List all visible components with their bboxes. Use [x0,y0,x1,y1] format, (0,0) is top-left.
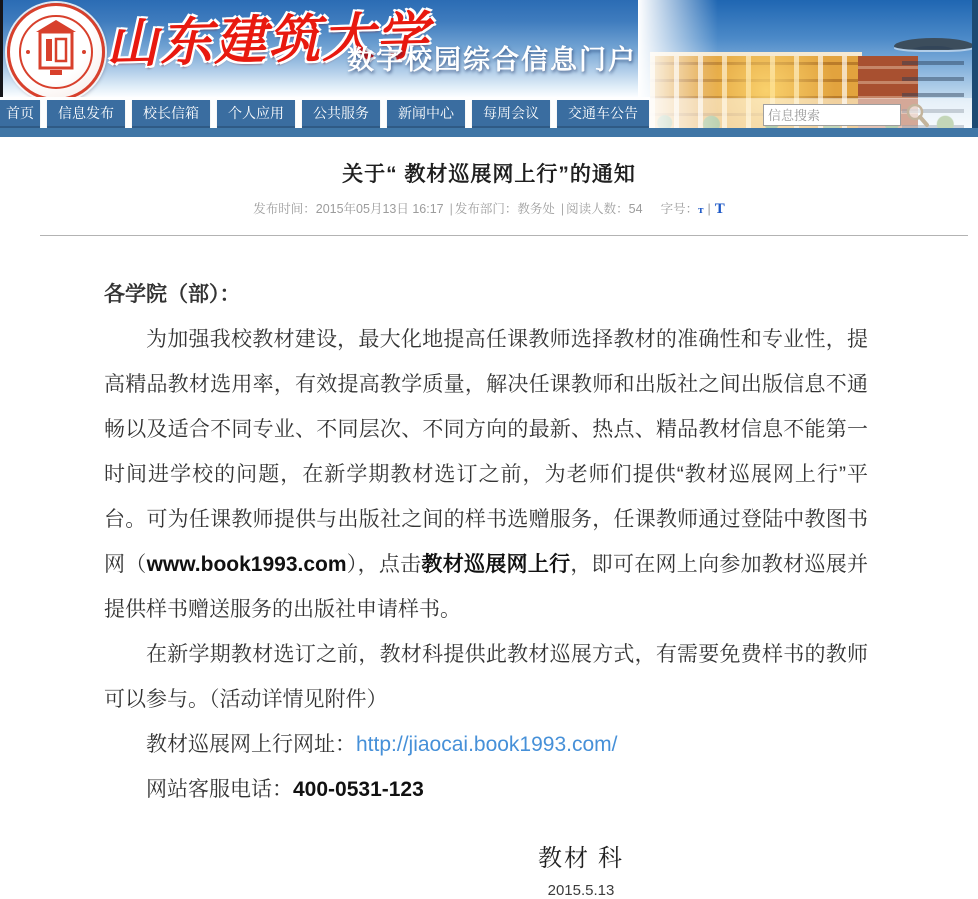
meta-divider-line [40,235,968,236]
meta-separator: | [449,202,453,216]
paragraph-1-text: ，即可在网上向参加教材巡展并提供样书赠送服务的出版社申请样书。 [104,553,869,621]
url-label: 教材巡展网上行网址： [146,733,356,756]
department: 教务处 [517,202,555,216]
signature-date: 2015.5.13 [547,882,615,899]
notice-article [0,137,978,899]
photo-left-fade [638,0,718,129]
platform-name-bold: 教材巡展网上行 [421,553,571,576]
website-name-bold: www.book1993.com [146,553,347,576]
paragraph-1-text: 为加强我校教材建设，最大化地提高任课教师选择教材的准确性和专业性，提高精品教材选用率，有效提高教学质量，解决任课教师和出版社之间出版信息不通畅以及适合不同专业、不同层次、不同方向的最新、热点、精品教材信息不能第一时间进学校的问题，在新学期教材选订之前，为老师们提供“教材巡展网上行”平台。可为任课教师提供与出版社之间的样书选赠服务，任课教师通过登陆中教图书网（ [104,328,868,576]
main-nav [0,100,649,128]
signature-department: 教材 科 [538,846,624,872]
font-size-decrease-button[interactable]: т [698,204,704,216]
paragraph-1 [104,317,868,632]
nav-item-president-mailbox[interactable]: 校长信箱 [132,100,210,128]
right-edge-strip [972,0,978,129]
font-size-separator: | [707,202,711,216]
university-name: 山东建筑大学 [105,8,431,75]
phone-label: 网站客服电话： [146,778,293,801]
phone-line [104,767,868,812]
page-title: 关于“ 教材巡展网上行”的通知 [342,163,636,186]
header-banner [0,0,978,137]
read-count: 54 [628,202,643,216]
font-size-label: 字号： [660,202,699,216]
service-phone-number: 400-0531-123 [293,778,424,801]
article-body [104,272,868,812]
department-label: 发布部门： [454,202,518,216]
article-meta [0,199,978,218]
search-icon[interactable] [903,101,931,129]
url-line [104,722,868,767]
portal-title: 数字校园综合信息门户 [347,45,637,75]
exhibition-url-link[interactable]: http://jiaocai.book1993.com/ [356,733,618,756]
paragraph-2: 在新学期教材选订之前，教材科提供此教材巡展方式，有需要免费样书的教师可以参与。（活动详情见附件） [104,643,868,711]
nav-item-info-release[interactable]: 信息发布 [47,100,125,128]
search-input[interactable] [763,104,901,126]
seal-emblem-icon [10,6,102,98]
nav-item-public-services[interactable]: 公共服务 [302,100,380,128]
publish-time-label: 发布时间： [253,202,316,216]
nav-item-personal-apps[interactable]: 个人应用 [217,100,295,128]
paragraph-1-text: ），点击 [346,553,422,576]
nav-item-weekly-meetings[interactable]: 每周会议 [472,100,550,128]
nav-item-home[interactable]: 首页 [0,100,40,128]
header-divider-bar [0,128,978,137]
salutation: 各学院（部）： [104,283,241,306]
nav-item-news-center[interactable]: 新闻中心 [387,100,465,128]
font-size-increase-button[interactable]: T [714,201,725,217]
read-count-label: 阅读人数： [566,202,629,216]
left-edge-strip [0,0,3,97]
nav-item-shuttle-notice[interactable]: 交通车公告 [557,100,649,128]
university-seal-logo [7,3,105,101]
publish-time: 2015年05月13日 16:17 [315,202,444,216]
meta-separator: | [560,202,565,216]
